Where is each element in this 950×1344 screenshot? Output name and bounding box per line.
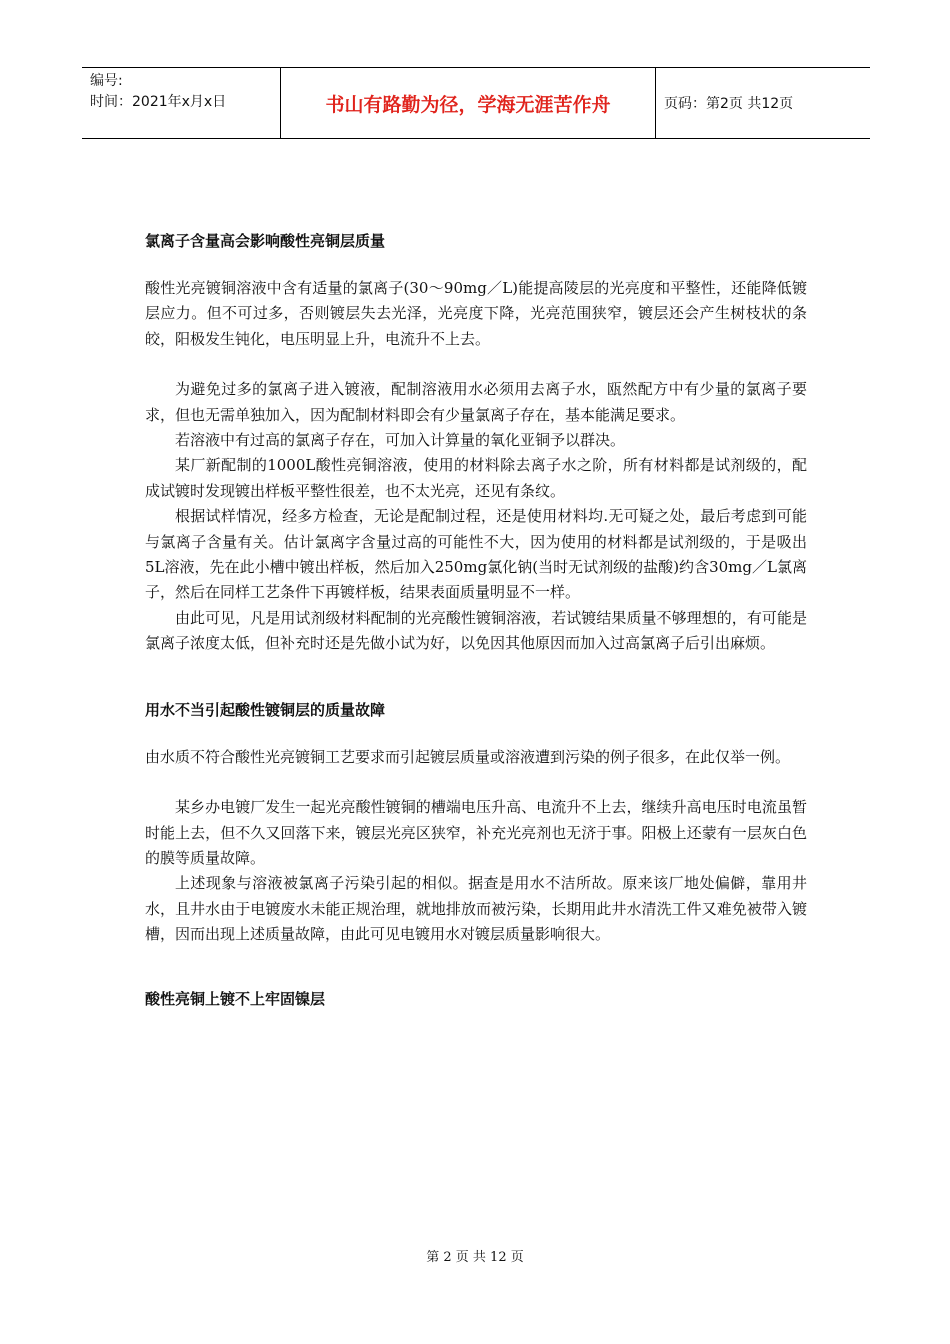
paragraph: 某乡办电镀厂发生一起光亮酸性镀铜的槽端电压升高、电流升不上去，继续升高电压时电流虽暂时能上去，但不久又回落下来，镀层光亮区狭窄，补充光亮剂也无济于事。阳极上还蒙有一层灰白色的膜等质量故障。 (145, 798, 807, 867)
section-intro: 由水质不符合酸性光亮镀铜工艺要求而引起镀层质量或溶液遭到污染的例子很多，在此仅举一例。 (145, 747, 791, 766)
motto: 书山有路勤为径，学海无涯苦作舟 (281, 68, 656, 138)
document-header (82, 67, 870, 139)
paragraph: 根据试样情况，经多方检查，无论是配制过程，还是使用材料均.无可疑之处，最后考虑到可能与氯离子含量有关。估计氯离字含量过高的可能性不大，因为使用的材料都是试剂级的，于是吸出5L溶液，先在此小槽中镀出样板，然后加入250mg氯化钠(当时无试剂级的盐酸)约含30mg／L氯离子，然后在同样工艺条件下再镀样板，结果表面质量明显不一样。 (145, 507, 807, 602)
paragraph: 为避免过多的氯离子进入镀液，配制溶液用水必须用去离子水，瓯然配方中有少量的氯离子要求，但也无需单独加入，因为配制材料即会有少量氯离子存在，基本能满足要求。 (145, 380, 807, 424)
page-footer: 第 2 页 共 12 页 (426, 1250, 524, 1265)
section-heading: 氯离子含量高会影响酸性亮铜层质量 (145, 232, 386, 250)
paragraph: 上述现象与溶液被氯离子污染引起的相似。据查是用水不洁所故。原来该厂地处偏僻，靠用井水，且井水由于电镀废水未能正规治理，就地排放而被污染，长期用此井水清洗工件又难免被带入镀槽，因而出现上述质量故障，由此可见电镀用水对镀层质量影响很大。 (145, 874, 807, 944)
header-meta (82, 68, 281, 138)
section-heading: 用水不当引起酸性镀铜层的质量故障 (145, 700, 386, 719)
paragraph: 若溶液中有过高的氯离子存在，可加入计算量的氧化亚铜予以群决。 (175, 431, 626, 450)
section-heading: 酸性亮铜上镀不上牢固镍层 (145, 989, 326, 1008)
document-body (145, 228, 807, 1012)
paragraph: 某厂新配制的1000L酸性亮铜溶液，使用的材料除去离子水之阶，所有材料都是试剂级的，配成试镀时发现镀出样板平整性很差，也不太光亮，还见有条纹。 (145, 456, 807, 500)
date-label: 时间：2021年x月x日 (90, 94, 227, 110)
section-intro: 酸性光亮镀铜溶液中含有适量的氯离子(30～90mg／L)能提高陵层的光亮度和平整性，还能降低镀层应力。但不可过多，否则镀层失去光泽，光亮度下降，光亮范围狭窄，镀层还会产生树枝状的条皎，阳极发生钝化，电压明显上升，电流升不上去。 (145, 279, 807, 348)
paragraph: 由此可见，凡是用试剂级材料配制的光亮酸性镀铜溶液，若试镀结果质量不够理想的，有可能是氯离子浓度太低，但补充时还是先做小试为好，以免因其他原因而加入过高氯离子后引出麻烦。 (145, 608, 807, 653)
number-label: 编号: (90, 73, 123, 89)
page-info: 页码：第2页 共12页 (664, 96, 794, 112)
